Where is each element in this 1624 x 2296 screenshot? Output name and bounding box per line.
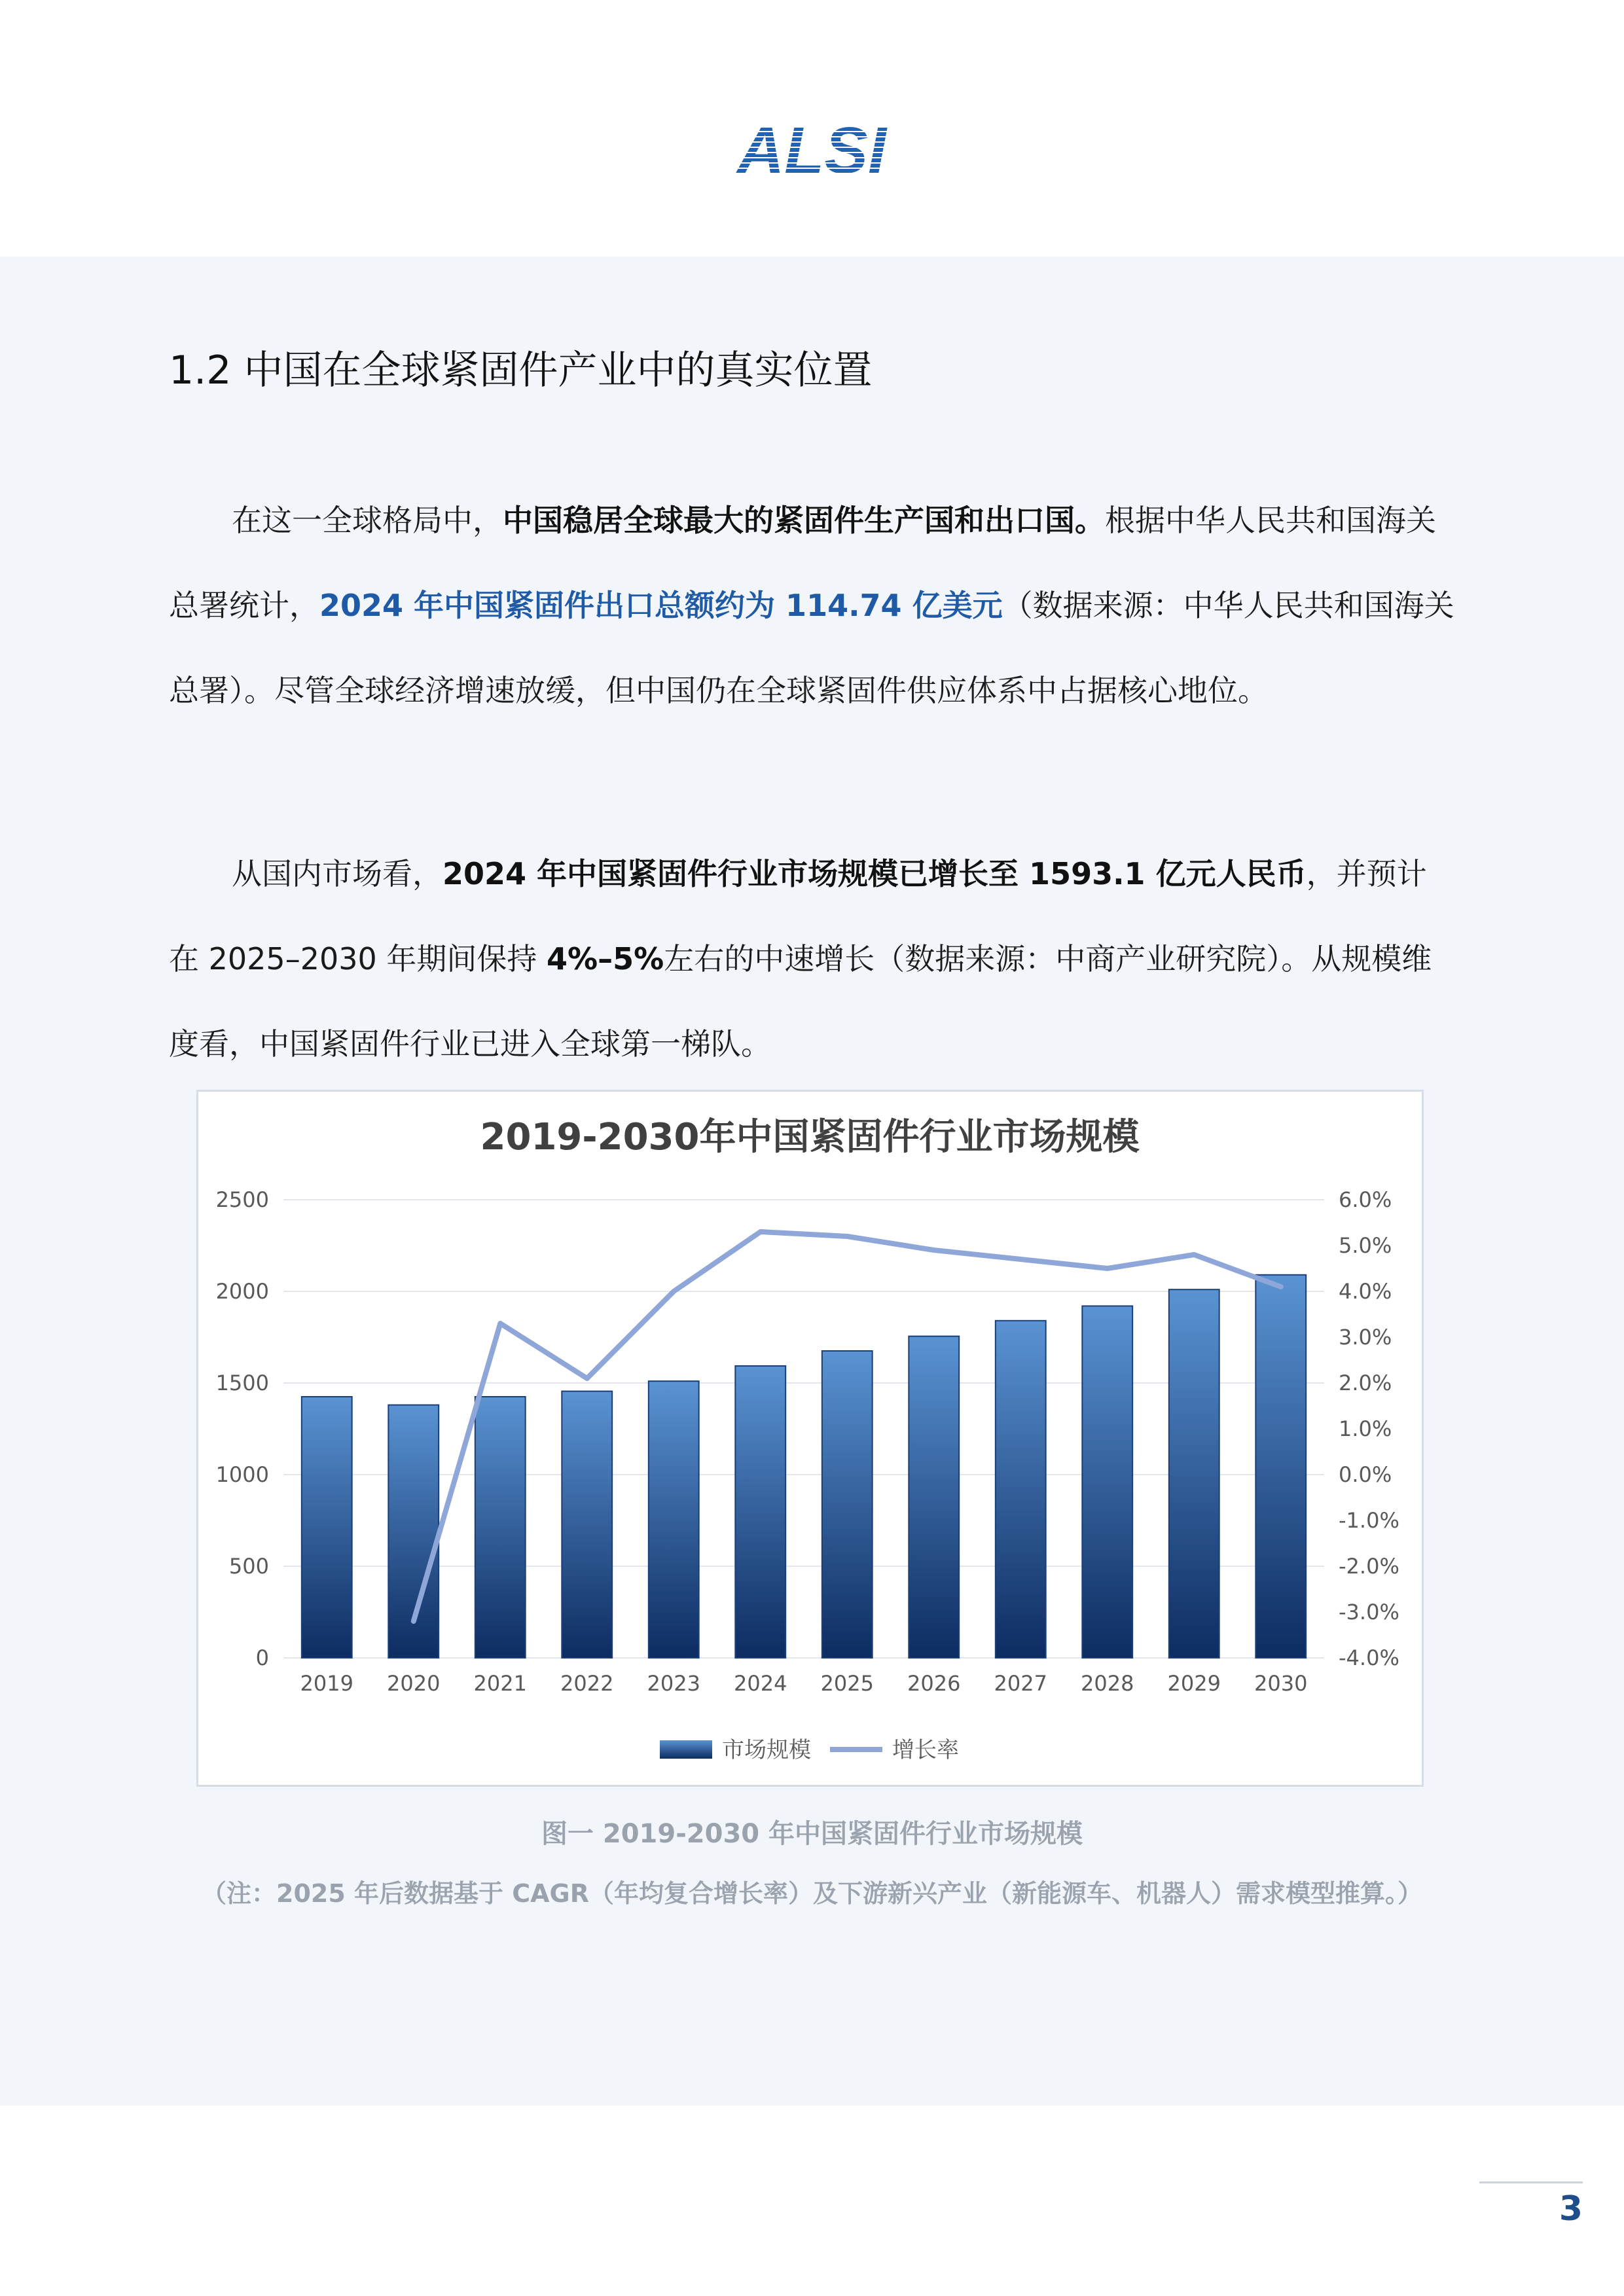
bar-2021 bbox=[475, 1397, 526, 1658]
figure-note: （注：2025 年后数据基于 CAGR（年均复合增长率）及下游新兴产业（新能源车、机器人）需求模型推算。） bbox=[202, 1879, 1422, 1908]
y-left-tick-label: 2000 bbox=[215, 1279, 269, 1304]
bar-2027 bbox=[996, 1321, 1046, 1658]
bar-2019 bbox=[302, 1397, 352, 1658]
legend-label-market-size: 市场规模 bbox=[722, 1737, 811, 1763]
para1-bold-claim: 中国稳居全球最大的紧固件生产国和出口国。 bbox=[503, 503, 1105, 538]
y-left-tick-label: 0 bbox=[255, 1645, 269, 1670]
paragraph-export-position bbox=[169, 478, 1455, 733]
bar-2022 bbox=[562, 1391, 612, 1658]
legend-swatch-bar bbox=[660, 1740, 712, 1759]
logo-text: ALSI bbox=[737, 117, 886, 182]
y-left-tick-label: 500 bbox=[228, 1554, 269, 1579]
y-right-tick-label: -4.0% bbox=[1339, 1645, 1399, 1670]
x-tick-label: 2025 bbox=[820, 1671, 874, 1696]
bar-2029 bbox=[1169, 1289, 1219, 1658]
y-right-tick-label: -2.0% bbox=[1339, 1554, 1399, 1579]
bar-2030 bbox=[1255, 1275, 1306, 1658]
paragraph-domestic-market bbox=[169, 831, 1455, 1086]
y-right-tick-label: 3.0% bbox=[1339, 1325, 1392, 1350]
x-tick-label: 2021 bbox=[473, 1671, 527, 1696]
x-tick-label: 2028 bbox=[1081, 1671, 1134, 1696]
bar-2023 bbox=[649, 1381, 699, 1658]
para2-text-1: 从国内市场看， bbox=[232, 856, 442, 891]
para2-text-3: 左右的中速增长（数据来源：中商产业研究院）。从规模维度看，中国紧固件行业已进入全球第一梯队。 bbox=[169, 941, 1432, 1062]
x-tick-label: 2022 bbox=[560, 1671, 614, 1696]
x-tick-label: 2024 bbox=[734, 1671, 787, 1696]
y-right-tick-label: 4.0% bbox=[1339, 1279, 1392, 1304]
page-header bbox=[0, 0, 1624, 257]
para2-bold-market-size: 2024 年中国紧固件行业市场规模已增长至 1593.1 亿元人民币 bbox=[442, 856, 1307, 891]
para1-export-highlight: 2024 年中国紧固件出口总额约为 114.74 亿美元 bbox=[319, 588, 1003, 623]
page-number-rule bbox=[1479, 2181, 1583, 2183]
section-title: 1.2 中国在全球紧固件产业中的真实位置 bbox=[169, 348, 873, 393]
x-tick-label: 2027 bbox=[994, 1671, 1047, 1696]
market-size-chart bbox=[198, 1092, 1422, 1785]
page-number: 3 bbox=[1559, 2189, 1583, 2229]
x-tick-label: 2026 bbox=[907, 1671, 961, 1696]
bar-2024 bbox=[735, 1366, 785, 1658]
y-right-tick-label: 6.0% bbox=[1339, 1187, 1392, 1212]
chart-title: 2019-2030年中国紧固件行业市场规模 bbox=[480, 1116, 1140, 1158]
para2-text-2: ，并预计在 2025–2030 年期间保持 bbox=[169, 856, 1427, 977]
y-right-tick-label: 0.0% bbox=[1339, 1462, 1392, 1487]
y-right-tick-label: 2.0% bbox=[1339, 1371, 1392, 1395]
para1-text-3: （数据来源：中华人民共和国海关总署）。尽管全球经济增速放缓，但中国仍在全球紧固件供应体系中占据核心地位。 bbox=[169, 588, 1454, 708]
y-right-tick-label: -3.0% bbox=[1339, 1600, 1399, 1624]
y-right-tick-label: 5.0% bbox=[1339, 1233, 1392, 1258]
x-tick-label: 2019 bbox=[300, 1671, 353, 1696]
y-left-tick-label: 2500 bbox=[215, 1187, 269, 1212]
x-tick-label: 2030 bbox=[1254, 1671, 1308, 1696]
para1-text-1: 在这一全球格局中， bbox=[232, 503, 503, 538]
y-right-tick-label: 1.0% bbox=[1339, 1416, 1392, 1441]
legend-label-growth-rate: 增长率 bbox=[892, 1737, 959, 1763]
bar-2025 bbox=[822, 1351, 873, 1658]
bar-2028 bbox=[1082, 1306, 1132, 1658]
x-tick-label: 2023 bbox=[647, 1671, 700, 1696]
x-tick-label: 2020 bbox=[387, 1671, 441, 1696]
y-right-tick-label: -1.0% bbox=[1339, 1508, 1399, 1533]
para1-text-2: 根据中华人民共和国海关总署统计， bbox=[169, 503, 1436, 623]
para2-bold-growth-rate: 4%–5% bbox=[547, 941, 664, 977]
y-left-tick-label: 1500 bbox=[215, 1371, 269, 1395]
alsi-logo bbox=[717, 117, 907, 182]
chart-container bbox=[196, 1090, 1424, 1787]
x-tick-label: 2029 bbox=[1167, 1671, 1221, 1696]
y-left-tick-label: 1000 bbox=[215, 1462, 269, 1487]
bar-2026 bbox=[909, 1336, 959, 1658]
figure-caption: 图一 2019-2030 年中国紧固件行业市场规模 bbox=[541, 1819, 1083, 1849]
